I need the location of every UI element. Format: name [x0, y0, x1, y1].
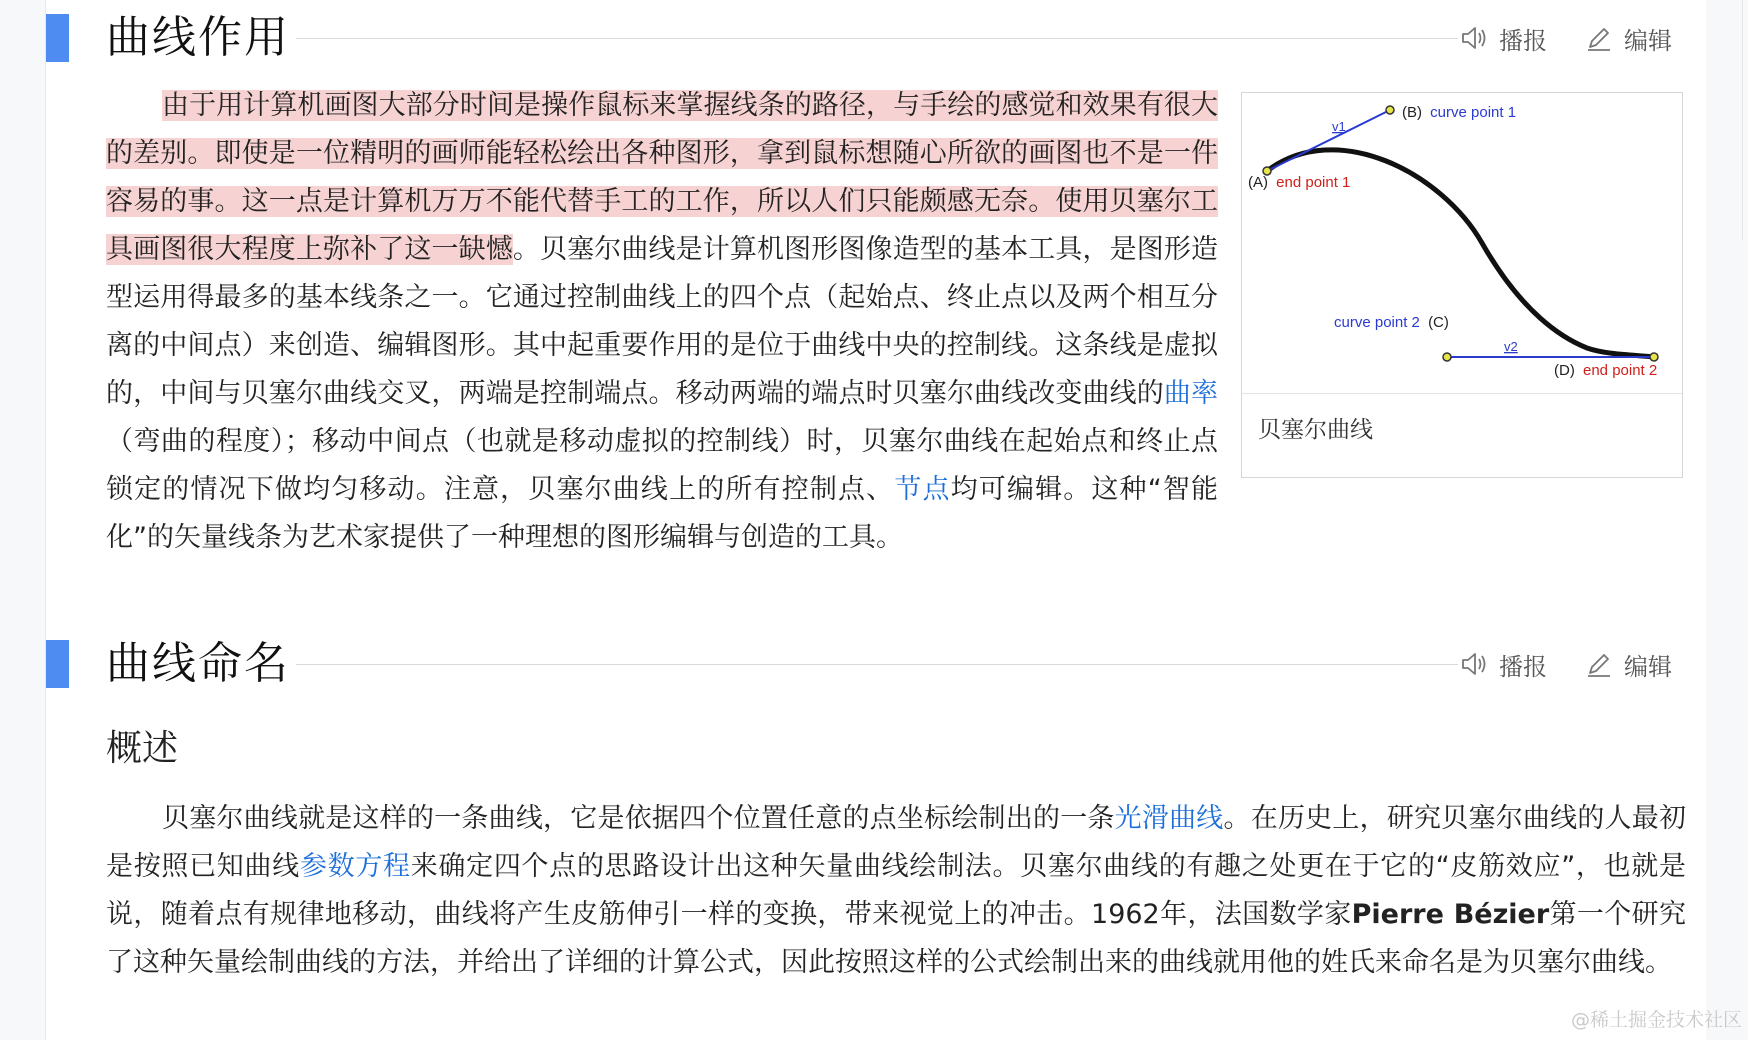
section-accent-bar: [46, 640, 69, 688]
bold-name: Pierre Bézier: [1351, 899, 1550, 930]
svg-text:(A) end point 1: [1248, 174, 1350, 191]
edit-label: 编辑: [1624, 26, 1672, 55]
article-page: [45, 0, 1706, 1040]
bezier-figure[interactable]: [1241, 92, 1683, 478]
figure-caption: 贝塞尔曲线: [1258, 417, 1373, 443]
edit-button[interactable]: [1584, 646, 1672, 682]
play-audio-button[interactable]: [1459, 646, 1547, 682]
figure-divider: [1242, 393, 1682, 394]
label-b-prefix: (B): [1402, 104, 1422, 121]
svg-text:curve point 2 (C): [1334, 314, 1449, 331]
section-accent-bar: [46, 14, 69, 62]
label-a-text: end point 1: [1276, 174, 1351, 191]
svg-text:(D) end point 2: [1554, 362, 1657, 379]
edit-label: 编辑: [1624, 652, 1672, 681]
link-parametric-equation[interactable]: 参数方程: [299, 851, 411, 882]
svg-text:(B) curve point 1: [1402, 104, 1516, 121]
paragraph-text: 来确定四个点的思路设计出这种矢量曲线绘制法。贝塞尔曲线的有趣之处更在于它的“皮筋效应”，也就是说，随着点有规律地移动，曲线将产生皮筋伸引一样的变换，带来视觉上的冲击。1962年，法国数学家: [106, 851, 1687, 930]
watermark: @稀土掘金技术社区: [1570, 1009, 1742, 1031]
scroll-edge: [1742, 0, 1743, 240]
label-v1: v1: [1332, 119, 1346, 134]
speaker-icon: [1459, 23, 1489, 53]
section-divider: [296, 664, 1458, 665]
label-b-text: curve point 1: [1430, 104, 1517, 121]
section-paragraph: [106, 82, 1218, 562]
pencil-icon: [1584, 23, 1614, 53]
play-label: 播报: [1499, 652, 1547, 681]
paragraph-text: 第一个研究了这种矢量绘制曲线的方法，并给出了详细的计算公式，因此按照这样的公式绘制出来的曲线就用他的姓氏来命名是为贝塞尔曲线。: [106, 899, 1687, 978]
pencil-icon: [1584, 649, 1614, 679]
highlighted-text: 使用贝塞尔工具画图很大程度上弥补了这一缺憾: [106, 186, 1218, 265]
speaker-icon: [1459, 649, 1489, 679]
edit-button[interactable]: [1584, 20, 1672, 56]
highlighted-text: 由于用计算机画图大部分时间是操作鼠标来掌握线条的路径，与手绘的感觉和效果有很大的差别。即使是一位精明的画师能轻松绘出各种图形，拿到鼠标想随心所欲的画图也不是一件容易的事。这一点是计算机万万不能代替手工的工作，所以人们只能颇感无奈。: [106, 90, 1218, 217]
paragraph-text: 。在历史上，研究贝塞尔曲线的人最初是按照已知曲线: [106, 803, 1687, 882]
bezier-curve-diagram: [1242, 93, 1682, 393]
label-d-prefix: (D): [1554, 362, 1575, 379]
subsection-heading: 概述: [106, 728, 179, 769]
paragraph-text: 均可编辑。这种“智能化”的矢量线条为艺术家提供了一种理想的图形编辑与创造的工具。: [106, 474, 1218, 553]
label-c-suffix: (C): [1428, 314, 1449, 331]
label-d-text: end point 2: [1583, 362, 1658, 379]
point-d: [1650, 353, 1658, 361]
link-node[interactable]: 节点: [894, 474, 951, 505]
point-b: [1386, 106, 1394, 114]
label-v2: v2: [1504, 339, 1518, 354]
point-c: [1443, 353, 1451, 361]
paragraph-text: 。贝塞尔曲线是计算机图形图像造型的基本工具，是图形造型运用得最多的基本线条之一。它通过控制曲线上的四个点（起始点、终止点以及两个相互分离的中间点）来创造、编辑图形。其中起重要作用的是位于曲线中央的控制线。这条线是虚拟的，中间与贝塞尔曲线交叉，两端是控制端点。移动两端的端点时贝塞尔曲线改变曲线的: [106, 234, 1218, 409]
paragraph-text: （弯曲的程度）；移动中间点（也就是移动虚拟的控制线）时，贝塞尔曲线在起始点和终止点锁定的情况下做均匀移动。注意，贝塞尔曲线上的所有控制点、: [106, 426, 1218, 505]
play-audio-button[interactable]: [1459, 20, 1547, 56]
control-line-v1: [1267, 110, 1390, 171]
play-label: 播报: [1499, 26, 1547, 55]
link-smooth-curve[interactable]: 光滑曲线: [1114, 803, 1224, 834]
section-title: 曲线命名: [106, 638, 290, 689]
section-paragraph: [106, 795, 1686, 987]
section-title: 曲线作用: [106, 12, 290, 63]
section-header-function: [46, 14, 1706, 74]
label-c-text: curve point 2: [1334, 314, 1420, 331]
paragraph-text: 贝塞尔曲线就是这样的一条曲线，它是依据四个位置任意的点坐标绘制出的一条: [162, 803, 1115, 834]
section-header-naming: [46, 640, 1706, 700]
section-divider: [296, 38, 1458, 39]
link-curvature[interactable]: 曲率: [1163, 378, 1218, 409]
label-a-prefix: (A): [1248, 174, 1268, 191]
